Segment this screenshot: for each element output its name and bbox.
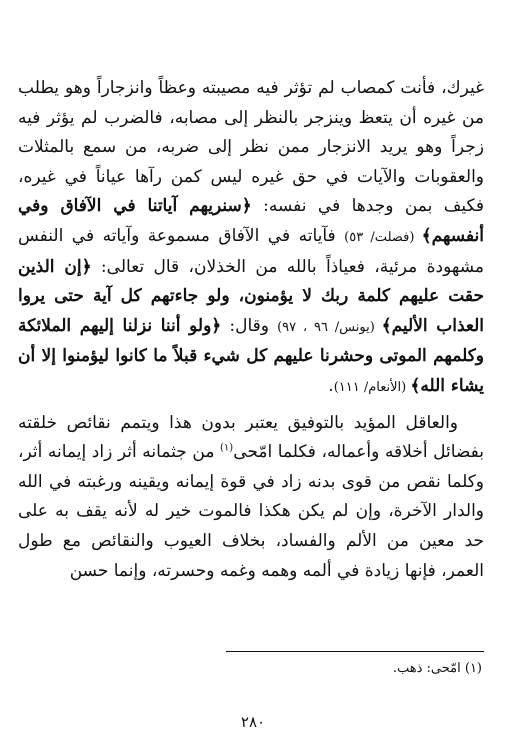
page-number: ٢٨٠ [240,713,266,731]
verse-citation: (الأنعام/ ١١١) [333,379,411,395]
text-run: غيرك، فأنت كمصاب لم تؤثر فيه مصيبته وعظاً وانزجاراً وهو يطلب من غيره أن يتعظ وينزجر بالنظر إلى مصابه، فالضرب لم يؤثر فيه زجراً وهو يريد الانزجار ممن نظر إلى ضربه، من سمع بالمثلات والعقوبات والآيات في حق غيره ليس كمن رآها عياناً في غيره، فكيف بمن وجدها في نفسه: [18,78,484,217]
quran-verse: ﴿سنريهم آياتنا في الآفاق وفي أنفسهم﴾ [18,196,484,246]
footnote: (١) امّحى: ذهب. [392,661,482,676]
footnote-divider [226,651,484,652]
text-run: فآياته في الآفاق مسموعة وآياته في النفس مشهودة مرئية، فعياذاً بالله من الخذلان، قال تعالى: [18,225,484,277]
verse-citation: (فصلت/ ٥٣) [344,229,422,245]
verse-citation: (يونس/ ٩٦ ، ٩٧) [277,319,382,335]
body-text [18,74,484,586]
paragraph-1 [18,74,484,403]
text-run: والعاقل المؤيد بالتوفيق يعتبر بدون هذا ويتمم نقائص خلقته بفضائل أخلاقه وأعماله، فكلما امّحى [18,412,484,463]
paragraph-2 [18,409,484,587]
text-run: وقال: [221,315,278,336]
quran-verse: ﴿ولو أننا نزلنا إليهم الملائكة وكلمهم الموتى وحشرنا عليهم كل شيء قبلاً ما كانوا ليؤمنوا إلا أن يشاء الله﴾ [18,315,484,396]
footnote-marker: (١) [220,442,234,454]
text-run: . [328,375,334,396]
quran-verse: ﴿إن الذين حقت عليهم كلمة ربك لا يؤمنون، ولو جاءتهم كل آية حتى يروا العذاب الأليم﴾ [18,256,485,336]
text-run: من جثمانه أثر زاد إيمانه أثر، وكلما نقص من قوى بدنه زاد في قوة إيمانه ويقينه ورغبته في الله والدار الآخرة، وإن لم يكن هكذا فالموت خير له لأنه يقف به على حد معين من الألم والفساد، بخلاف العيوب والنقائص مع طول العمر، فإنها زيادة في ألمه وهمه وغمه وحسرته، وإنما حسن [18,442,484,581]
